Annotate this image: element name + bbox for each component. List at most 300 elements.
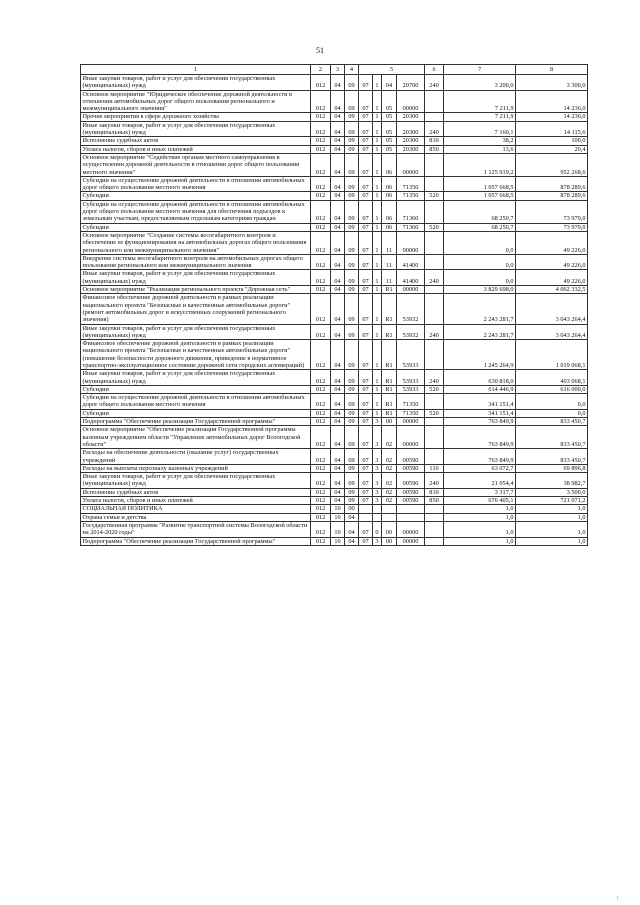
csr-direction-code: 71350 — [397, 192, 425, 200]
csr-subprogram-code: 1 — [373, 153, 382, 176]
gryb-code: 012 — [311, 497, 331, 505]
amount-year-1: 1 245 264,9 — [444, 340, 516, 370]
csr-subprogram-code: 1 — [373, 270, 382, 286]
amount-year-2: 833 450,7 — [516, 449, 588, 465]
expense-type-code — [425, 394, 444, 410]
csr-program-code: 07 — [359, 286, 373, 294]
table-row — [81, 192, 588, 200]
amount-year-1: 0,0 — [444, 270, 516, 286]
table-row — [81, 426, 588, 449]
amount-year-2: 0,0 — [516, 409, 588, 417]
amount-year-2: 14 115,6 — [516, 121, 588, 137]
csr-subprogram-code: 1 — [373, 121, 382, 137]
subsection-code: 04 — [345, 513, 359, 521]
amount-year-1: 341 151,4 — [444, 394, 516, 410]
csr-direction-code: 20700 — [397, 75, 425, 91]
expense-type-code: 850 — [425, 145, 444, 153]
csr-subprogram-code: 1 — [373, 294, 382, 324]
section-code: 04 — [331, 324, 345, 340]
header-row — [81, 65, 588, 75]
csr-direction-code: 00000 — [397, 418, 425, 426]
section-code: 04 — [331, 75, 345, 91]
amount-year-2: 878 289,6 — [516, 192, 588, 200]
gryb-code: 012 — [311, 231, 331, 254]
amount-year-1: 7 211,9 — [444, 113, 516, 121]
subsection-code: 09 — [345, 223, 359, 231]
expense-type-code: 830 — [425, 137, 444, 145]
csr-subprogram-code: 1 — [373, 75, 382, 91]
csr-event-code: 02 — [382, 497, 397, 505]
amount-year-1: 63 072,7 — [444, 464, 516, 472]
expense-type-code — [425, 449, 444, 465]
csr-event-code: 05 — [382, 121, 397, 137]
table-row — [81, 385, 588, 393]
row-name: Субсидии на осуществление дорожной деятельности в отношении автомобильных дорог общего пользования местного значения для обеспечения подъездов к земельным участкам, предоставляемым отдельным категориям граждан — [81, 200, 311, 223]
expense-type-code: 240 — [425, 75, 444, 91]
amount-year-2: 49 226,0 — [516, 231, 588, 254]
table-row — [81, 254, 588, 270]
expense-type-code — [425, 426, 444, 449]
row-name: Основное мероприятие "Реализация регионального проекта "Дорожная сеть" — [81, 286, 311, 294]
csr-event-code: 06 — [382, 223, 397, 231]
csr-program-code: 07 — [359, 153, 373, 176]
col-header-1: 1 — [81, 65, 311, 75]
csr-direction-code: 00590 — [397, 488, 425, 496]
amount-year-2: 38 982,7 — [516, 473, 588, 489]
csr-subprogram-code: 3 — [373, 449, 382, 465]
amount-year-1: 3 200,0 — [444, 75, 516, 91]
csr-event-code — [382, 505, 397, 513]
csr-direction-code: 00000 — [397, 521, 425, 537]
csr-subprogram-code: 3 — [373, 418, 382, 426]
amount-year-2: 952 268,6 — [516, 153, 588, 176]
csr-direction-code: 00000 — [397, 537, 425, 545]
row-name: Основное мероприятие "Содействие органам местного самоуправления в осуществлении дорожной деятельности в отношении дорог общего пользования местного значения" — [81, 153, 311, 176]
section-code: 04 — [331, 426, 345, 449]
subsection-code: 09 — [345, 270, 359, 286]
gryb-code: 012 — [311, 370, 331, 386]
expense-type-code: 240 — [425, 324, 444, 340]
expense-type-code — [425, 521, 444, 537]
row-name: Исполнение судебных актов — [81, 488, 311, 496]
csr-program-code: 07 — [359, 90, 373, 113]
amount-year-2: 833 450,7 — [516, 426, 588, 449]
table-row — [81, 113, 588, 121]
csr-program-code: 07 — [359, 223, 373, 231]
amount-year-2: 1,0 — [516, 521, 588, 537]
expense-type-code — [425, 153, 444, 176]
csr-subprogram-code: 1 — [373, 90, 382, 113]
subsection-code: 00 — [345, 505, 359, 513]
row-name: Иные закупки товаров, работ и услуг для обеспечения государственных (муниципальных) нужд — [81, 75, 311, 91]
amount-year-2: 878 289,6 — [516, 176, 588, 192]
csr-direction-code: 71350 — [397, 176, 425, 192]
csr-event-code: R1 — [382, 294, 397, 324]
expense-type-code — [425, 113, 444, 121]
row-name: Основное мероприятие "Обеспечение реализации Государственной программы казенным учреждением области "Управление автомобильных дорог Вологодской области" — [81, 426, 311, 449]
csr-direction-code: 00000 — [397, 286, 425, 294]
table-row — [81, 340, 588, 370]
amount-year-1: 2 243 281,7 — [444, 324, 516, 340]
table-row — [81, 137, 588, 145]
corner-mark: ↑ — [616, 896, 619, 902]
amount-year-2: 1,0 — [516, 505, 588, 513]
csr-direction-code: 41400 — [397, 270, 425, 286]
section-code: 04 — [331, 270, 345, 286]
expense-type-code: 830 — [425, 488, 444, 496]
expense-type-code: 850 — [425, 497, 444, 505]
section-code: 04 — [331, 254, 345, 270]
section-code: 04 — [331, 145, 345, 153]
section-code: 04 — [331, 488, 345, 496]
csr-event-code: 05 — [382, 137, 397, 145]
table-row — [81, 505, 588, 513]
expense-type-code — [425, 200, 444, 223]
expense-type-code — [425, 537, 444, 545]
section-code: 10 — [331, 505, 345, 513]
table-row — [81, 145, 588, 153]
csr-subprogram-code — [373, 505, 382, 513]
csr-subprogram-code: 1 — [373, 254, 382, 270]
csr-direction-code: 71360 — [397, 200, 425, 223]
csr-subprogram-code: 1 — [373, 192, 382, 200]
csr-event-code: R1 — [382, 324, 397, 340]
csr-event-code: 05 — [382, 90, 397, 113]
csr-event-code: 02 — [382, 488, 397, 496]
section-code: 04 — [331, 121, 345, 137]
amount-year-1: 1,0 — [444, 505, 516, 513]
amount-year-1: 3 829 698,0 — [444, 286, 516, 294]
csr-program-code: 07 — [359, 497, 373, 505]
expense-type-code — [425, 176, 444, 192]
table-row — [81, 418, 588, 426]
gryb-code: 012 — [311, 385, 331, 393]
csr-event-code: 11 — [382, 270, 397, 286]
row-name: Подпрограмма "Обеспечение реализации Государственной программы" — [81, 537, 311, 545]
csr-program-code: 07 — [359, 537, 373, 545]
row-name: Подпрограмма "Обеспечение реализации Государственной программы" — [81, 418, 311, 426]
amount-year-1: 7 211,9 — [444, 90, 516, 113]
section-code: 10 — [331, 537, 345, 545]
expense-type-code — [425, 294, 444, 324]
csr-event-code: R1 — [382, 286, 397, 294]
csr-event-code: 06 — [382, 192, 397, 200]
gryb-code: 012 — [311, 270, 331, 286]
csr-subprogram-code: 1 — [373, 394, 382, 410]
subsection-code: 09 — [345, 473, 359, 489]
section-code: 04 — [331, 90, 345, 113]
amount-year-2: 20,4 — [516, 145, 588, 153]
section-code: 04 — [331, 294, 345, 324]
table-row — [81, 464, 588, 472]
amount-year-2: 403 068,1 — [516, 370, 588, 386]
section-code: 10 — [331, 521, 345, 537]
amount-year-2: 49 226,0 — [516, 254, 588, 270]
csr-subprogram-code: 1 — [373, 137, 382, 145]
gryb-code: 012 — [311, 75, 331, 91]
amount-year-1: 763 849,9 — [444, 418, 516, 426]
gryb-code: 012 — [311, 324, 331, 340]
csr-event-code: 04 — [382, 75, 397, 91]
amount-year-2: 833 450,7 — [516, 418, 588, 426]
section-code: 04 — [331, 449, 345, 465]
csr-subprogram-code: 1 — [373, 385, 382, 393]
expense-type-code: 240 — [425, 121, 444, 137]
expense-type-code — [425, 254, 444, 270]
csr-direction-code: 00590 — [397, 449, 425, 465]
subsection-code: 09 — [345, 121, 359, 137]
csr-subprogram-code: 1 — [373, 223, 382, 231]
subsection-code: 09 — [345, 254, 359, 270]
subsection-code: 09 — [345, 90, 359, 113]
expense-type-code: 520 — [425, 223, 444, 231]
row-name: Иные закупки товаров, работ и услуг для обеспечения государственных (муниципальных) нужд — [81, 121, 311, 137]
amount-year-2: 73 979,0 — [516, 200, 588, 223]
table-row — [81, 449, 588, 465]
amount-year-2: 100,0 — [516, 137, 588, 145]
csr-program-code — [359, 505, 373, 513]
amount-year-2: 14 236,0 — [516, 90, 588, 113]
csr-subprogram-code: 1 — [373, 200, 382, 223]
expense-type-code: 240 — [425, 473, 444, 489]
csr-subprogram-code: 1 — [373, 286, 382, 294]
amount-year-1: 68 250,7 — [444, 200, 516, 223]
subsection-code: 09 — [345, 409, 359, 417]
expense-type-code — [425, 231, 444, 254]
csr-program-code: 07 — [359, 473, 373, 489]
csr-event-code: 05 — [382, 113, 397, 121]
csr-program-code: 07 — [359, 418, 373, 426]
gryb-code: 012 — [311, 90, 331, 113]
csr-direction-code: 20300 — [397, 121, 425, 137]
csr-direction-code: 20300 — [397, 145, 425, 153]
csr-subprogram-code: 1 — [373, 145, 382, 153]
amount-year-1: 13,6 — [444, 145, 516, 153]
table-row — [81, 231, 588, 254]
subsection-code: 09 — [345, 370, 359, 386]
amount-year-2: 3 043 264,4 — [516, 324, 588, 340]
csr-direction-code: 00000 — [397, 231, 425, 254]
csr-event-code: 02 — [382, 449, 397, 465]
section-code: 04 — [331, 464, 345, 472]
expense-type-code: 240 — [425, 270, 444, 286]
col-header-4: 4 — [345, 65, 359, 75]
gryb-code: 012 — [311, 340, 331, 370]
row-name: Субсидии — [81, 223, 311, 231]
gryb-code: 012 — [311, 223, 331, 231]
amount-year-1: 21 054,4 — [444, 473, 516, 489]
csr-direction-code: 00590 — [397, 464, 425, 472]
amount-year-1: 2 243 281,7 — [444, 294, 516, 324]
table-row — [81, 394, 588, 410]
csr-subprogram-code: 0 — [373, 521, 382, 537]
csr-event-code: 02 — [382, 426, 397, 449]
csr-program-code: 07 — [359, 488, 373, 496]
csr-subprogram-code: 1 — [373, 113, 382, 121]
amount-year-1: 341 151,4 — [444, 409, 516, 417]
csr-event-code: 00 — [382, 521, 397, 537]
section-code: 04 — [331, 153, 345, 176]
subsection-code: 09 — [345, 385, 359, 393]
gryb-code: 012 — [311, 505, 331, 513]
csr-program-code: 07 — [359, 113, 373, 121]
row-name: Иные закупки товаров, работ и услуг для обеспечения государственных (муниципальных) нужд — [81, 270, 311, 286]
subsection-code: 09 — [345, 231, 359, 254]
amount-year-2: 0,0 — [516, 394, 588, 410]
section-code: 04 — [331, 418, 345, 426]
csr-subprogram-code — [373, 513, 382, 521]
budget-table — [80, 64, 588, 546]
row-name: Иные закупки товаров, работ и услуг для обеспечения государственных (муниципальных) нужд — [81, 473, 311, 489]
csr-event-code — [382, 513, 397, 521]
row-name: Расходы на выплаты персоналу казенных учреждений — [81, 464, 311, 472]
gryb-code: 012 — [311, 537, 331, 545]
row-name: Исполнение судебных актов — [81, 137, 311, 145]
csr-event-code: R1 — [382, 409, 397, 417]
table-row — [81, 370, 588, 386]
csr-event-code: 06 — [382, 153, 397, 176]
subsection-code: 09 — [345, 464, 359, 472]
gryb-code: 012 — [311, 513, 331, 521]
csr-event-code: 06 — [382, 176, 397, 192]
csr-direction-code: 53932 — [397, 294, 425, 324]
col-header-6: 6 — [425, 65, 444, 75]
section-code: 04 — [331, 409, 345, 417]
amount-year-1: 763 849,9 — [444, 426, 516, 449]
subsection-code: 04 — [345, 521, 359, 537]
section-code: 04 — [331, 200, 345, 223]
subsection-code: 09 — [345, 426, 359, 449]
table-row — [81, 473, 588, 489]
subsection-code: 09 — [345, 75, 359, 91]
csr-program-code: 07 — [359, 464, 373, 472]
amount-year-1: 38,2 — [444, 137, 516, 145]
csr-subprogram-code: 1 — [373, 409, 382, 417]
subsection-code: 09 — [345, 449, 359, 465]
gryb-code: 012 — [311, 153, 331, 176]
row-name: Основное мероприятие "Создание системы весогабаритного контроля и обеспечение ее функционирования на автомобильных дорогах общего пользования регионального или межмуниципального значения" — [81, 231, 311, 254]
gryb-code: 012 — [311, 426, 331, 449]
amount-year-1: 763 849,9 — [444, 449, 516, 465]
table-row — [81, 286, 588, 294]
csr-subprogram-code: 1 — [373, 370, 382, 386]
csr-event-code: 02 — [382, 473, 397, 489]
csr-program-code: 07 — [359, 121, 373, 137]
subsection-code: 09 — [345, 113, 359, 121]
csr-direction-code: 00000 — [397, 426, 425, 449]
csr-program-code: 07 — [359, 449, 373, 465]
subsection-code: 09 — [345, 200, 359, 223]
row-name: Финансовое обеспечение дорожной деятельности в рамках реализации национального проекта "Безопасные и качественные автомобильные дороги" (ремонт автомобильных дорог и искусственных сооружений регионального значения) — [81, 294, 311, 324]
col-header-5: 5 — [359, 65, 425, 75]
csr-direction-code: 20300 — [397, 113, 425, 121]
csr-direction-code: 53933 — [397, 370, 425, 386]
row-name: Уплата налогов, сборов и иных платежей — [81, 145, 311, 153]
subsection-code: 09 — [345, 137, 359, 145]
gryb-code: 012 — [311, 286, 331, 294]
expense-type-code: 520 — [425, 409, 444, 417]
gryb-code: 012 — [311, 200, 331, 223]
table-body — [81, 75, 588, 546]
amount-year-1: 630 818,0 — [444, 370, 516, 386]
csr-event-code: 00 — [382, 537, 397, 545]
gryb-code: 012 — [311, 113, 331, 121]
gryb-code: 012 — [311, 409, 331, 417]
csr-direction-code: 20300 — [397, 137, 425, 145]
csr-program-code: 07 — [359, 145, 373, 153]
csr-program-code: 07 — [359, 200, 373, 223]
csr-event-code: R1 — [382, 385, 397, 393]
csr-event-code: 05 — [382, 145, 397, 153]
row-name: СОЦИАЛЬНАЯ ПОЛИТИКА — [81, 505, 311, 513]
csr-program-code: 07 — [359, 192, 373, 200]
csr-program-code: 07 — [359, 231, 373, 254]
csr-subprogram-code: 1 — [373, 324, 382, 340]
csr-event-code: 02 — [382, 464, 397, 472]
csr-subprogram-code: 3 — [373, 464, 382, 472]
amount-year-2: 1 019 068,1 — [516, 340, 588, 370]
csr-program-code: 07 — [359, 254, 373, 270]
gryb-code: 012 — [311, 137, 331, 145]
row-name: Уплата налогов, сборов и иных платежей — [81, 497, 311, 505]
csr-program-code: 07 — [359, 294, 373, 324]
subsection-code: 09 — [345, 176, 359, 192]
expense-type-code: 520 — [425, 192, 444, 200]
amount-year-2: 49 226,0 — [516, 270, 588, 286]
table-row — [81, 176, 588, 192]
csr-subprogram-code: 3 — [373, 537, 382, 545]
csr-direction-code: 41400 — [397, 254, 425, 270]
csr-direction-code: 53932 — [397, 324, 425, 340]
csr-subprogram-code: 3 — [373, 426, 382, 449]
gryb-code: 012 — [311, 294, 331, 324]
table-row — [81, 513, 588, 521]
section-code: 04 — [331, 192, 345, 200]
gryb-code: 012 — [311, 192, 331, 200]
table-row — [81, 75, 588, 91]
table-row — [81, 200, 588, 223]
table-row — [81, 537, 588, 545]
gryb-code: 012 — [311, 394, 331, 410]
section-code: 10 — [331, 513, 345, 521]
table-row — [81, 294, 588, 324]
subsection-code: 09 — [345, 153, 359, 176]
subsection-code: 09 — [345, 394, 359, 410]
csr-event-code: 11 — [382, 231, 397, 254]
row-name: Основное мероприятие "Юридическое обеспечение дорожной деятельности в отношении автомобильных дорог общего пользования регионального и межмуниципального значения" — [81, 90, 311, 113]
section-code: 04 — [331, 231, 345, 254]
amount-year-2: 4 062 332,5 — [516, 286, 588, 294]
table-row — [81, 409, 588, 417]
table-row — [81, 324, 588, 340]
section-code: 04 — [331, 223, 345, 231]
csr-program-code: 07 — [359, 176, 373, 192]
row-name: Прочие мероприятия в сфере дорожного хозяйства — [81, 113, 311, 121]
expense-type-code: 240 — [425, 370, 444, 386]
col-header-8: 8 — [516, 65, 588, 75]
amount-year-1: 68 250,7 — [444, 223, 516, 231]
amount-year-2: 73 979,0 — [516, 223, 588, 231]
csr-program-code: 07 — [359, 340, 373, 370]
expense-type-code: 110 — [425, 464, 444, 472]
csr-program-code: 07 — [359, 75, 373, 91]
section-code: 04 — [331, 473, 345, 489]
section-code: 04 — [331, 113, 345, 121]
csr-direction-code: 00590 — [397, 473, 425, 489]
csr-program-code: 07 — [359, 426, 373, 449]
csr-subprogram-code: 3 — [373, 473, 382, 489]
table-row — [81, 223, 588, 231]
